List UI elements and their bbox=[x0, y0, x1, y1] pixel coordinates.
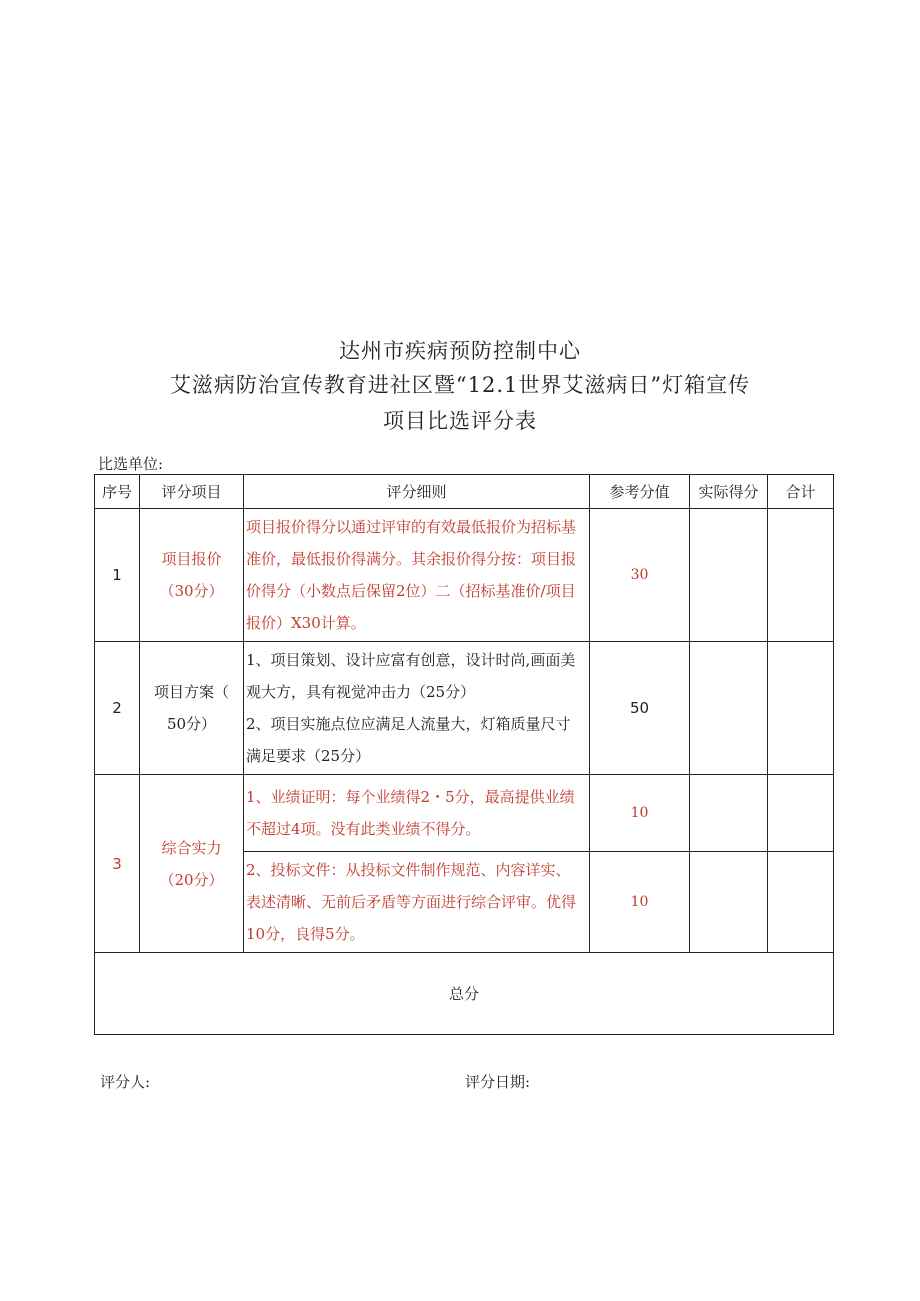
total-row bbox=[95, 953, 834, 1035]
doc-title-line1: 达州市疾病预防控制中心 bbox=[339, 339, 581, 363]
row1-detail: 项目报价得分以通过评审的有效最低报价为招标基准价，最低报价得满分。其余报价得分按：项目报价得分（小数点后保留2位）二（招标基准价/项目报价）X30计算。 bbox=[244, 509, 590, 642]
row1-item-name: 项目报价 bbox=[161, 550, 222, 568]
scoring-table bbox=[94, 474, 834, 1035]
table-row bbox=[95, 642, 834, 775]
row3-item-name: 综合实力 bbox=[161, 838, 222, 857]
header-actual-score: 实际得分 bbox=[690, 475, 768, 509]
bidder-unit-label: 比选单位: bbox=[98, 455, 164, 473]
row2-total[interactable] bbox=[768, 642, 834, 775]
row2-no: 2 bbox=[95, 642, 140, 775]
row2-detail-b: 2、项目实施点位应满足人流量大，灯箱质量尺寸满足要求（25分） bbox=[246, 715, 571, 765]
total-label: 总分 bbox=[95, 953, 834, 1035]
row1-item bbox=[140, 509, 244, 642]
scorer-label: 评分人: bbox=[100, 1073, 151, 1091]
table-row bbox=[95, 509, 834, 642]
row2-item-name: 项目方案（ bbox=[153, 683, 229, 701]
row3a-total[interactable] bbox=[768, 775, 834, 852]
row2-item bbox=[140, 642, 244, 775]
row2-detail-a: 1、项目策划、设计应富有创意，设计时尚,画面美观大方，具有视觉冲击力（25分） bbox=[246, 651, 576, 701]
row3b-actual-score[interactable] bbox=[690, 852, 768, 953]
row1-value: 30 bbox=[590, 509, 690, 642]
score-date-label: 评分日期: bbox=[465, 1073, 531, 1091]
table-row bbox=[95, 775, 834, 852]
table-header-row bbox=[95, 475, 834, 509]
row2-detail bbox=[244, 642, 590, 775]
doc-title-line2: 艾滋病防治宣传教育进社区暨“12.1世界艾滋病日”灯箱宣传 bbox=[169, 373, 751, 397]
header-detail: 评分细则 bbox=[244, 475, 590, 509]
row1-item-score: （30分） bbox=[159, 582, 224, 600]
row3a-detail: 1、业绩证明：每个业绩得2・5分，最高提供业绩不超过4项。没有此类业绩不得分。 bbox=[244, 775, 590, 852]
header-total: 合计 bbox=[768, 475, 834, 509]
row1-no: 1 bbox=[95, 509, 140, 642]
row2-value: 50 bbox=[590, 642, 690, 775]
row3b-detail: 2、投标文件：从投标文件制作规范、内容详实、表述清晰、无前后矛盾等方面进行综合评审。优得10分，良得5分。 bbox=[244, 852, 590, 953]
row2-actual-score[interactable] bbox=[690, 642, 768, 775]
row3-item-score: （20分） bbox=[159, 870, 224, 889]
row2-item-score: 50分） bbox=[166, 715, 217, 733]
row3-no: 3 bbox=[95, 775, 140, 953]
doc-title-line3: 项目比选评分表 bbox=[383, 409, 537, 433]
row3a-value: 10 bbox=[590, 775, 690, 852]
row3b-total[interactable] bbox=[768, 852, 834, 953]
row1-actual-score[interactable] bbox=[690, 509, 768, 642]
header-ref-value: 参考分值 bbox=[590, 475, 690, 509]
row3b-value: 10 bbox=[590, 852, 690, 953]
header-no: 序号 bbox=[95, 475, 140, 509]
row1-total[interactable] bbox=[768, 509, 834, 642]
row3a-actual-score[interactable] bbox=[690, 775, 768, 852]
row3-item bbox=[140, 775, 244, 953]
header-item: 评分项目 bbox=[140, 475, 244, 509]
